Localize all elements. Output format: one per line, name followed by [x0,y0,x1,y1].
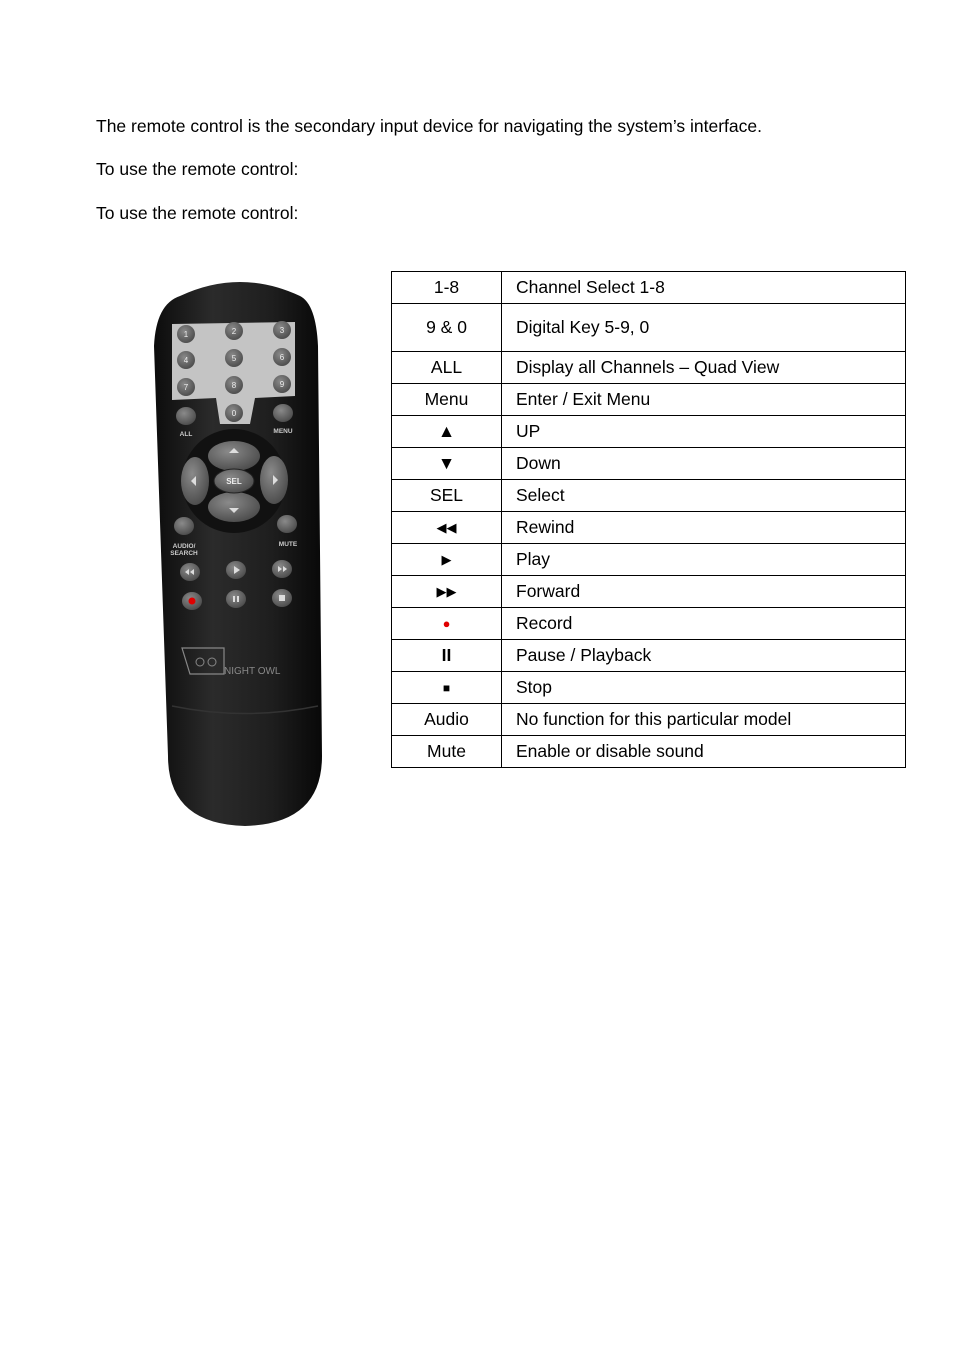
table-row [392,384,906,416]
description-cell: Rewind [502,512,906,544]
record-icon: ● [392,608,502,640]
table-row [392,544,906,576]
svg-text:ALL: ALL [179,431,193,438]
svg-text:SEL: SEL [226,477,242,486]
all-button [176,407,196,425]
description-cell: No function for this particular model [502,704,906,736]
stop-icon: ■ [392,672,502,704]
description-cell: UP [502,416,906,448]
description-cell: Display all Channels – Quad View [502,352,906,384]
rewind-icon: ◀◀ [392,512,502,544]
svg-text:MUTE: MUTE [278,541,298,548]
description-cell: Channel Select 1-8 [502,272,906,304]
table-row [392,608,906,640]
play-icon: ▶ [392,544,502,576]
key-cell: 9 & 0 [392,304,502,352]
svg-text:3: 3 [279,326,285,335]
table-row [392,704,906,736]
description-cell: Enable or disable sound [502,736,906,768]
svg-text:MENU: MENU [273,428,293,435]
table-row [392,272,906,304]
table-row [392,736,906,768]
svg-text:7: 7 [183,383,189,392]
key-cell: Audio [392,704,502,736]
table-row [392,448,906,480]
instruction-lead-repeat: To use the remote control: [96,203,299,223]
description-cell: Stop [502,672,906,704]
remote-key-table [391,271,906,768]
down-arrow-icon: ▼ [392,448,502,480]
description-cell: Select [502,480,906,512]
description-cell: Forward [502,576,906,608]
svg-text:SEARCH: SEARCH [170,550,198,557]
description-cell: Play [502,544,906,576]
svg-text:6: 6 [279,353,285,362]
svg-text:NIGHT OWL: NIGHT OWL [224,666,281,677]
intro-paragraph: The remote control is the secondary input device for navigating the system’s interface. [96,116,762,136]
svg-text:0: 0 [231,409,237,418]
table-row [392,304,906,352]
table-row [392,416,906,448]
description-cell: Digital Key 5-9, 0 [502,304,906,352]
key-cell: 1-8 [392,272,502,304]
svg-text:AUDIO/: AUDIO/ [172,543,196,550]
instruction-lead: To use the remote control: [96,159,299,179]
description-cell: Record [502,608,906,640]
audio-button [174,517,194,535]
description-cell: Down [502,448,906,480]
table-row [392,672,906,704]
svg-text:2: 2 [231,327,237,336]
table-row [392,352,906,384]
key-cell: Mute [392,736,502,768]
up-arrow-icon: ▲ [392,416,502,448]
pause-icon: II [392,640,502,672]
mute-button [277,515,297,533]
svg-text:5: 5 [231,354,237,363]
forward-icon: ▶▶ [392,576,502,608]
table-row [392,576,906,608]
table-row [392,480,906,512]
svg-text:8: 8 [231,381,237,390]
svg-text:1: 1 [183,330,189,339]
key-cell: Menu [392,384,502,416]
svg-text:4: 4 [183,356,189,365]
remote-control-illustration [150,276,330,832]
remote-control-image [150,276,330,832]
menu-button [273,404,293,422]
key-cell: ALL [392,352,502,384]
table-row [392,640,906,672]
description-cell: Pause / Playback [502,640,906,672]
description-cell: Enter / Exit Menu [502,384,906,416]
key-cell: SEL [392,480,502,512]
svg-text:9: 9 [279,380,285,389]
table-row [392,512,906,544]
